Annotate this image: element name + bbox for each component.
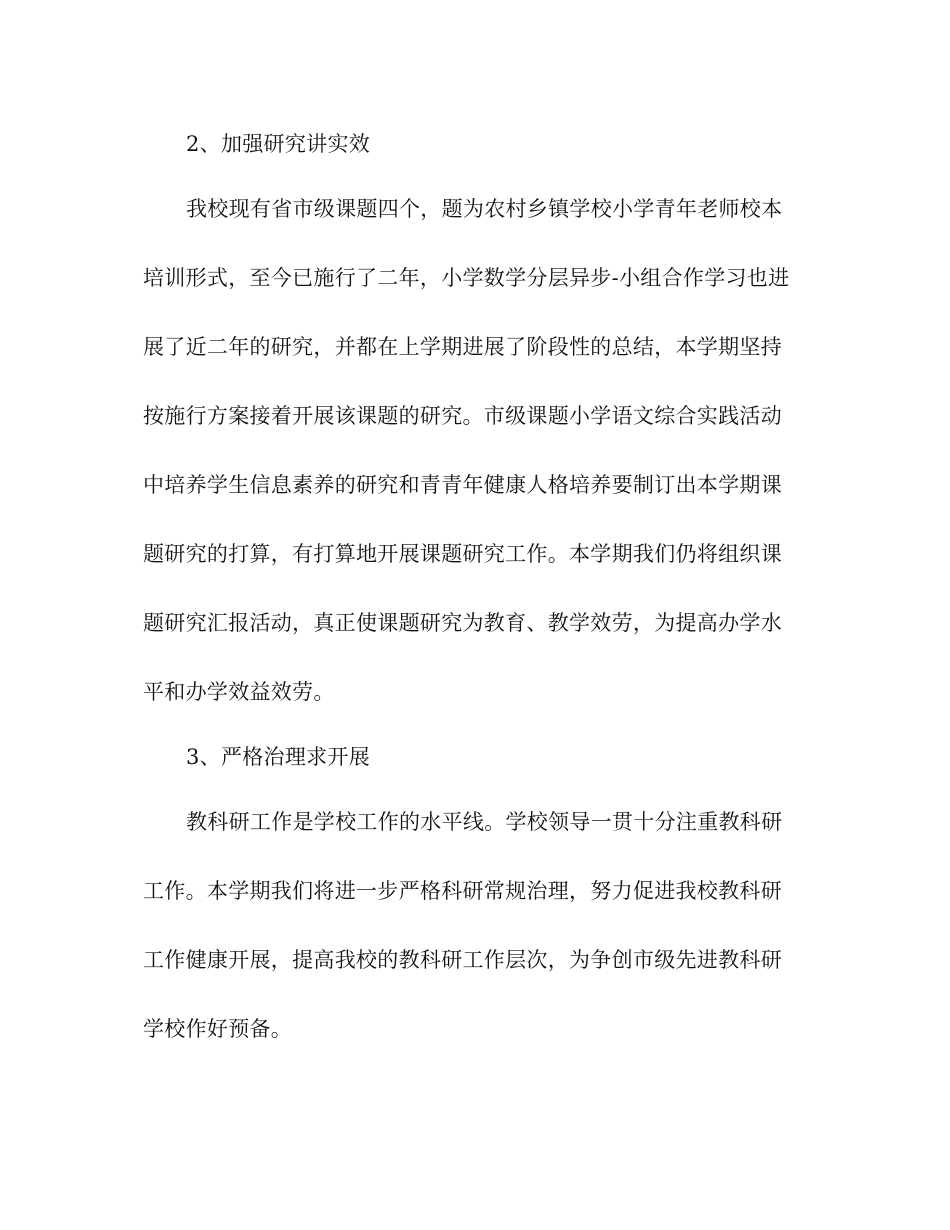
paragraph-line: 工作。本学期我们将进一步严格科研常规治理，努力促进我校教科研 — [143, 879, 782, 903]
paragraph-line: 题研究汇报活动，真正使课题研究为教育、教学效劳，为提高办学水 — [143, 611, 782, 635]
paragraph-line: 学校作好预备。 — [143, 1017, 293, 1041]
paragraph-line: 培训形式，至今已施行了二年，小学数学分层异步-小组合作学习也进 — [143, 266, 790, 290]
paragraph-line: 中培养学生信息素养的研究和青青年健康人格培养要制订出本学期课 — [143, 473, 782, 497]
paragraph-line: 按施行方案接着开展该课题的研究。市级课题小学语文综合实践活动 — [143, 404, 782, 428]
paragraph-line: 题研究的打算，有打算地开展课题研究工作。本学期我们仍将组织课 — [143, 542, 782, 566]
paragraph-line: 平和办学效益效劳。 — [143, 680, 335, 704]
section-heading-3: 3、严格治理求开展 — [186, 745, 371, 769]
paragraph-line: 我校现有省市级课题四个，题为农村乡镇学校小学青年老师校本 — [186, 197, 783, 221]
paragraph-line: 展了近二年的研究，并都在上学期进展了阶段性的总结，本学期坚持 — [143, 335, 782, 359]
paragraph-line: 教科研工作是学校工作的水平线。学校领导一贯十分注重教科研 — [186, 810, 783, 834]
paragraph-line: 工作健康开展，提高我校的教科研工作层次，为争创市级先进教科研 — [143, 948, 782, 972]
section-heading-2: 2、加强研究讲实效 — [186, 132, 371, 156]
